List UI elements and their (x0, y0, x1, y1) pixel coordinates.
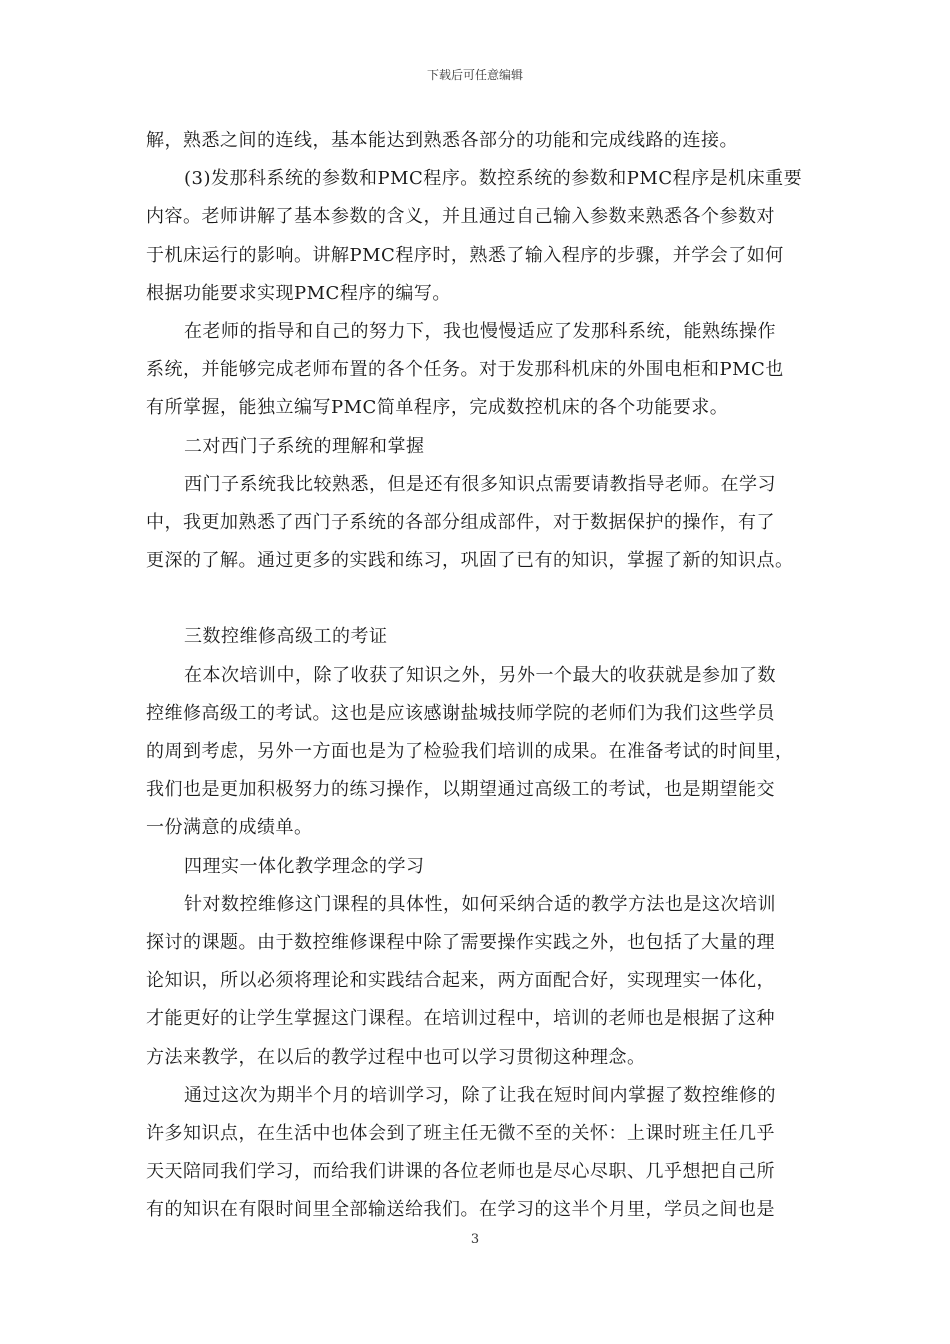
page-number: 3 (470, 1232, 480, 1247)
text-line: 中，我更加熟悉了西门子系统的各部分组成部件，对于数据保护的操作，有了 (146, 511, 775, 533)
text-line: 针对数控维修这门课程的具体性，如何采纳合适的教学方法也是这次培训 (184, 893, 776, 915)
document-body (146, 122, 826, 1229)
text-line: 论知识，所以必须将理论和实践结合起来，两方面配合好，实现理实一体化， (146, 970, 775, 992)
text-line: (3)发那科系统的参数和PMC程序。数控系统的参数和PMC程序是机床重要 (184, 168, 803, 190)
text-line: 控维修高级工的考试。这也是应该感谢盐城技师学院的老师们为我们这些学员 (146, 702, 775, 724)
section-heading: 二对西门子系统的理解和掌握 (184, 435, 425, 457)
text-line: 才能更好的让学生掌握这门课程。在培训过程中，培训的老师也是根据了这种 (146, 1008, 775, 1030)
text-line: 方法来教学，在以后的教学过程中也可以学习贯彻这种理念。 (146, 1046, 646, 1068)
text-line: 根据功能要求实现PMC程序的编写。 (146, 282, 451, 304)
text-line: 解，熟悉之间的连线，基本能达到熟悉各部分的功能和完成线路的连接。 (146, 130, 738, 151)
text-line: 一份满意的成绩单。 (146, 817, 313, 839)
text-line: 在老师的指导和自己的努力下，我也慢慢适应了发那科系统，能熟练操作 (184, 320, 776, 342)
text-line: 天天陪同我们学习，而给我们讲课的各位老师也是尽心尽职、几乎想把自己所 (146, 1161, 775, 1183)
text-line: 有的知识在有限时间里全部输送给我们。在学习的这半个月里，学员之间也是 (146, 1199, 775, 1221)
blank-line (146, 580, 826, 618)
text-line: 通过这次为期半个月的培训学习，除了让我在短时间内掌握了数控维修的 (184, 1084, 776, 1106)
text-line: 有所掌握，能独立编写PMC简单程序，完成数控机床的各个功能要求。 (146, 397, 729, 419)
text-line: 我们也是更加积极努力的练习操作，以期望通过高级工的考试，也是期望能交 (146, 779, 775, 801)
section-heading: 三数控维修高级工的考证 (184, 626, 388, 648)
text-line: 系统，并能够完成老师布置的各个任务。对于发那科机床的外围电柜和PMC也 (146, 359, 784, 381)
section-heading: 四理实一体化教学理念的学习 (184, 855, 425, 877)
text-line: 许多知识点，在生活中也体会到了班主任无微不至的关怀：上课时班主任几乎 (146, 1122, 775, 1144)
text-line: 的周到考虑，另外一方面也是为了检验我们培训的成果。在准备考试的时间里， (146, 741, 794, 762)
text-line: 探讨的课题。由于数控维修课程中除了需要操作实践之外，也包括了大量的理 (146, 931, 775, 953)
text-line: 西门子系统我比较熟悉，但是还有很多知识点需要请教指导老师。在学习 (184, 473, 776, 495)
text-line: 内容。老师讲解了基本参数的含义，并且通过自己输入参数来熟悉各个参数对 (146, 206, 775, 228)
page-header: 下载后可任意编辑 (426, 68, 523, 82)
text-line: 更深的了解。通过更多的实践和练习，巩固了已有的知识，掌握了新的知识点。 (146, 550, 794, 572)
text-line: 于机床运行的影响。讲解PMC程序时，熟悉了输入程序的步骤，并学会了如何 (146, 244, 784, 266)
text-line: 在本次培训中，除了收获了知识之外，另外一个最大的收获就是参加了数 (184, 664, 776, 686)
